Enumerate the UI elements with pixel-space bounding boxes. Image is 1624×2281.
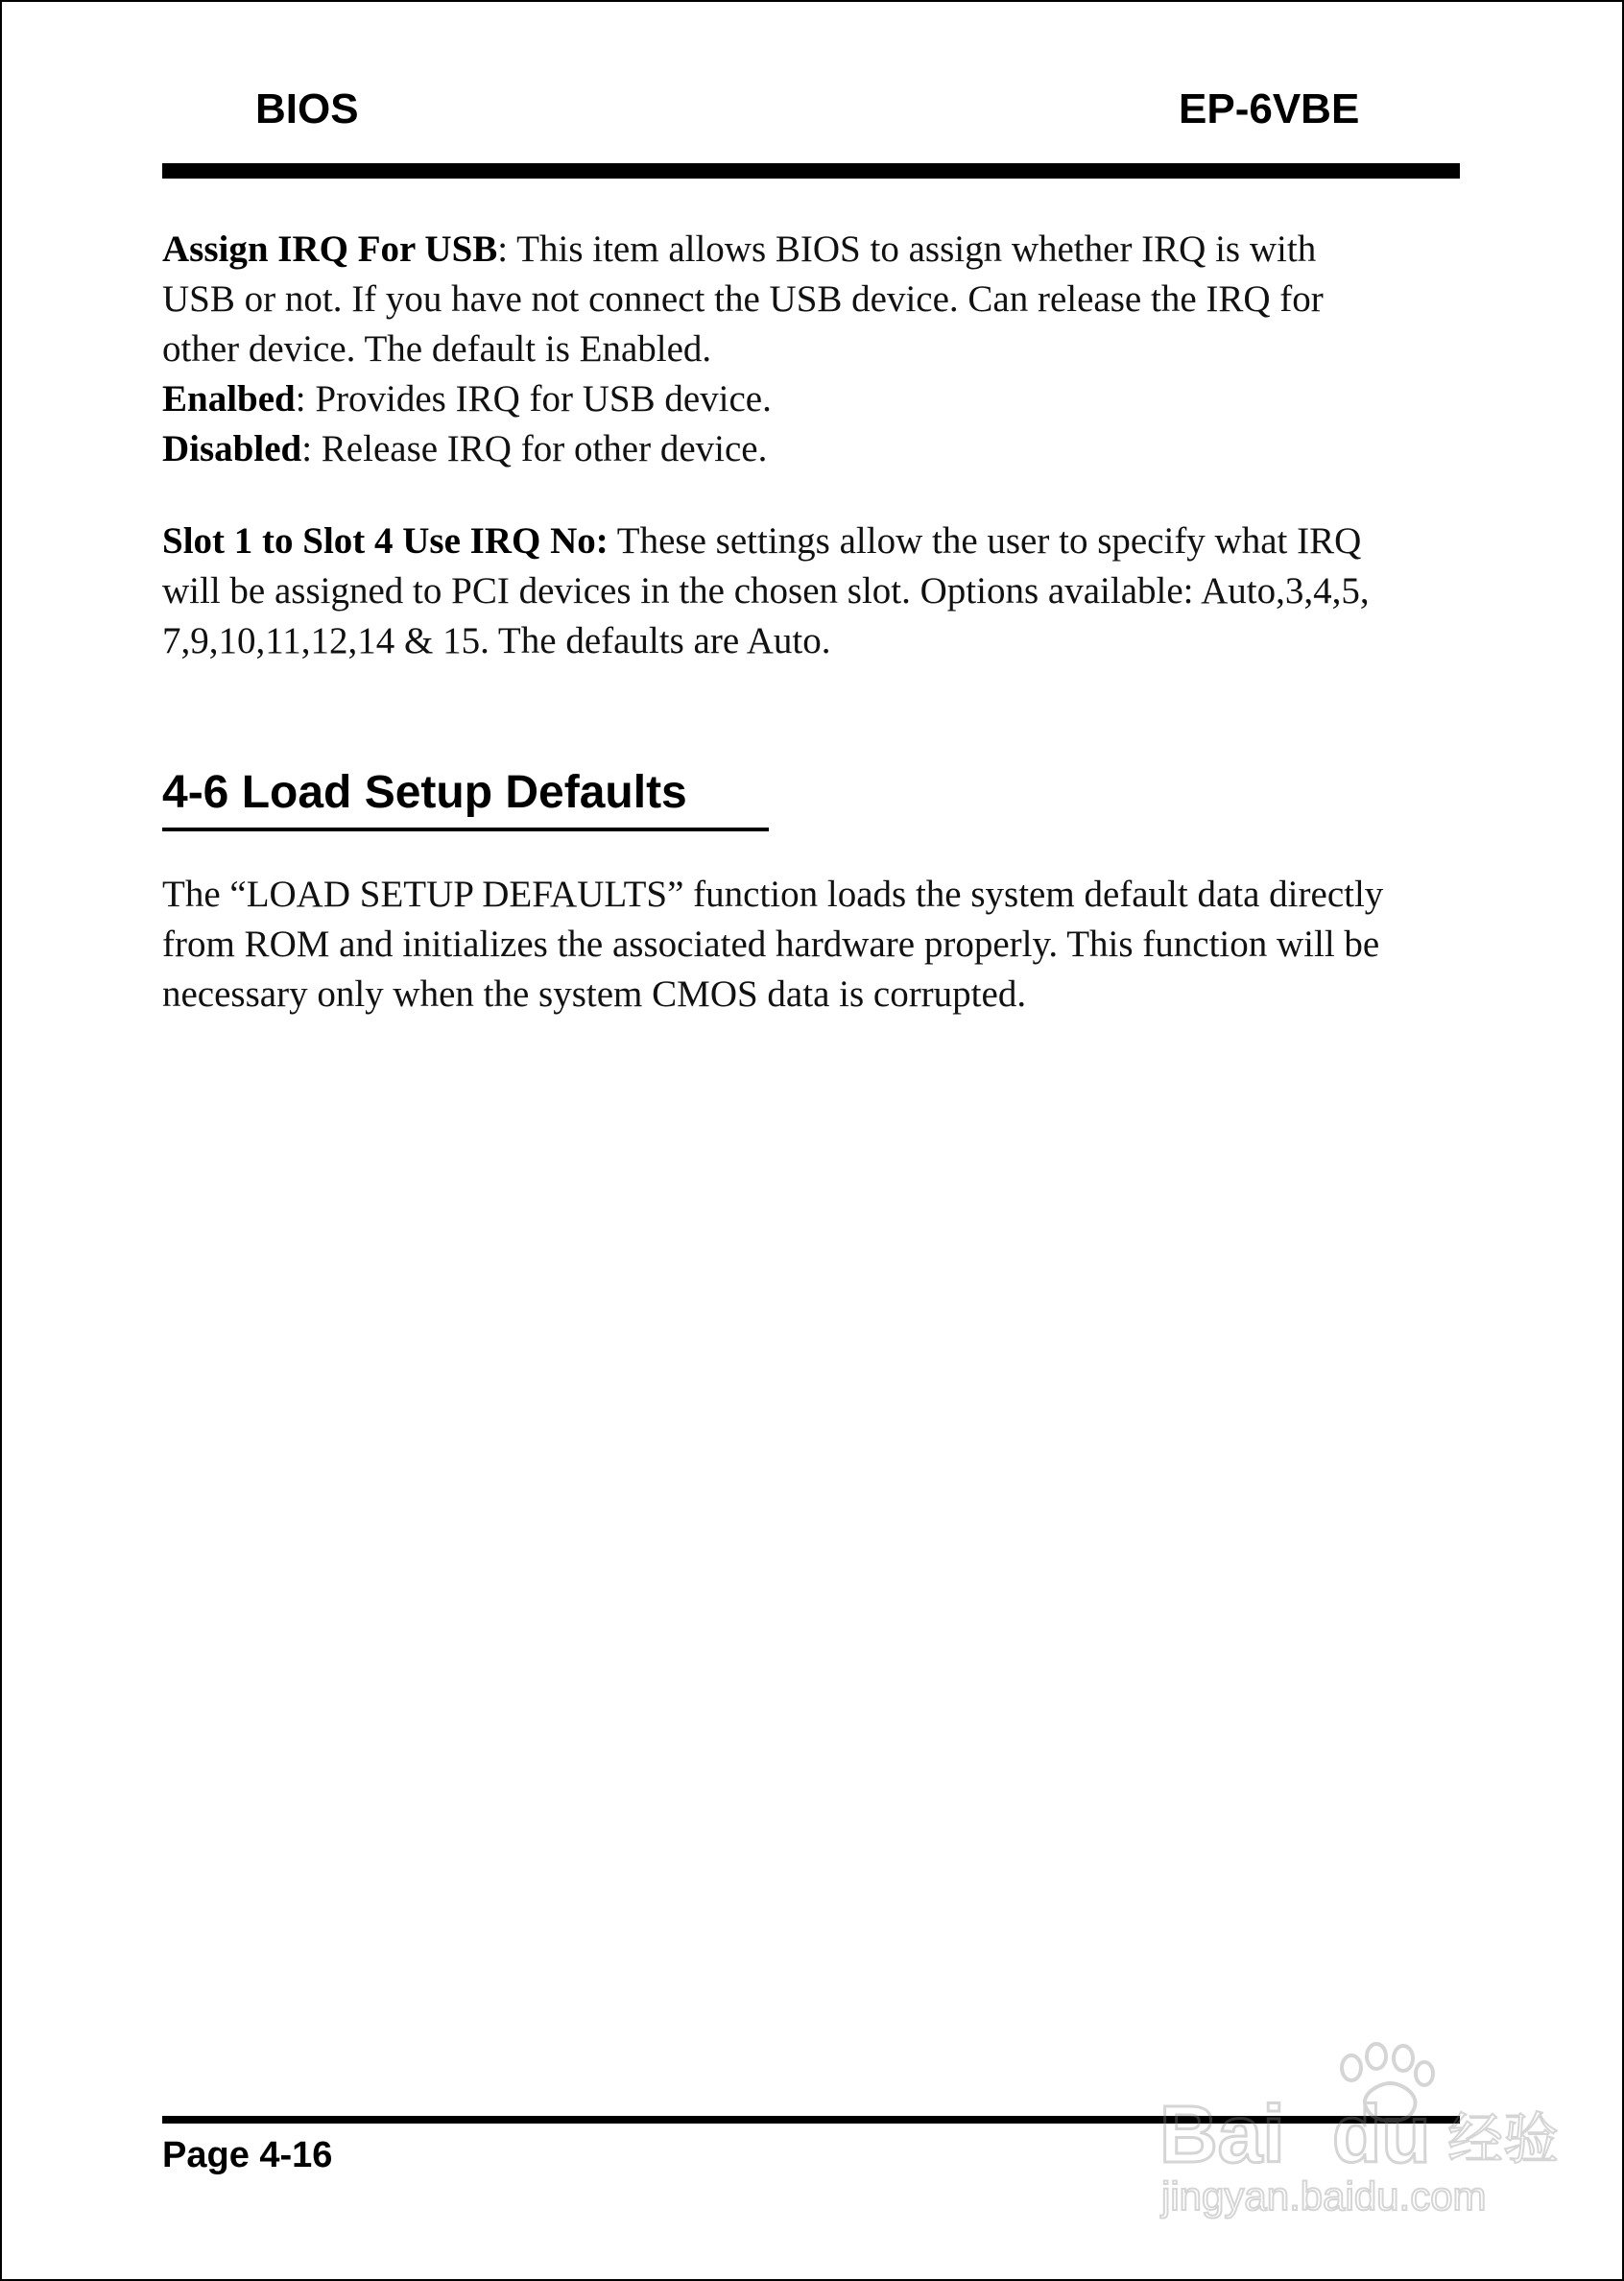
section-heading-underline [162, 828, 769, 831]
disabled-desc: : Release IRQ for other device. [301, 428, 768, 469]
svg-text:jingyan.baidu.com: jingyan.baidu.com [1161, 2173, 1487, 2219]
slot-irq-line-2: will be assigned to PCI devices in the chosen slot. Options available: Auto,3,4,5, [162, 570, 1370, 612]
defaults-line-2: from ROM and initializes the associated hardware properly. This function will be [162, 924, 1380, 965]
assign-irq-term: Assign IRQ For USB [162, 228, 498, 270]
enabled-desc: : Provides IRQ for USB device. [295, 378, 772, 420]
defaults-line-1: The “LOAD SETUP DEFAULTS” function loads the system default data directly [162, 874, 1384, 915]
svg-text:Bai: Bai [1159, 2089, 1285, 2179]
section-heading: 4-6 Load Setup Defaults [162, 767, 687, 818]
header-rule [162, 163, 1460, 179]
disabled-term: Disabled [162, 428, 302, 469]
enabled-option [162, 374, 1477, 424]
enabled-term: Enalbed [162, 378, 296, 420]
disabled-option [162, 424, 1477, 474]
slot-irq-paragraph [162, 516, 1477, 666]
assign-irq-desc: : This item allows BIOS to assign whether IRQ is with [497, 228, 1317, 270]
slot-irq-term: Slot 1 to Slot 4 Use IRQ No: [162, 520, 609, 562]
defaults-line-3: necessary only when the system CMOS data is corrupted. [162, 973, 1027, 1015]
slot-irq-line-3: 7,9,10,11,12,14 & 15. The defaults are Auto. [162, 620, 831, 661]
header-title-right: EP-6VBE [1179, 85, 1360, 132]
assign-irq-line-3: other device. The default is Enabled. [162, 328, 712, 370]
slot-irq-line-1 [162, 516, 1477, 566]
load-setup-defaults-paragraph [162, 870, 1477, 1020]
page-number: Page 4-16 [162, 2135, 333, 2175]
assign-irq-line-1 [162, 225, 1477, 275]
svg-text:经验: 经验 [1447, 2106, 1560, 2172]
slot-irq-desc: These settings allow the user to specify what IRQ [608, 520, 1362, 562]
baidu-watermark-logo [1142, 2028, 1560, 2220]
svg-text:du: du [1332, 2089, 1431, 2179]
assign-irq-line-2: USB or not. If you have not connect the USB device. Can release the IRQ for [162, 278, 1324, 320]
header-title-left: BIOS [255, 85, 359, 132]
assign-irq-usb-paragraph [162, 225, 1477, 474]
